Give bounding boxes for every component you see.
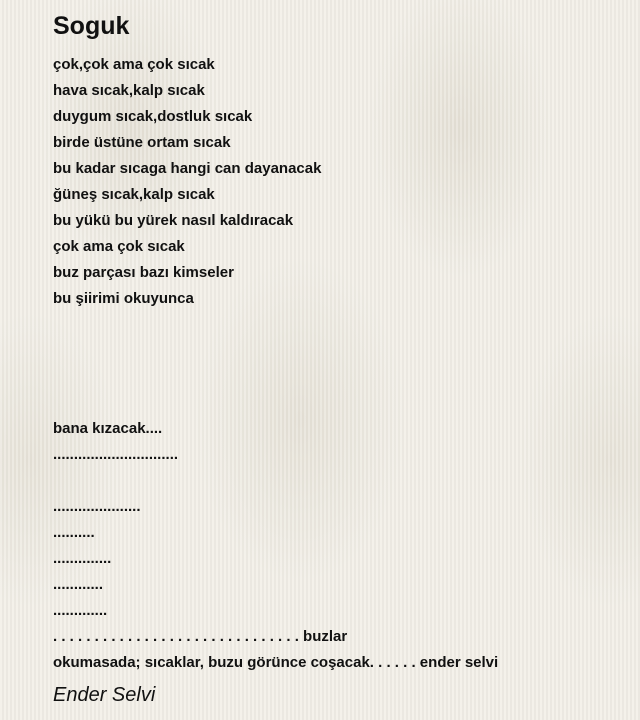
poem-line: bu şiirimi okuyunca (53, 290, 194, 307)
poem-blank-line (53, 390, 613, 416)
poem-line: . . . . . . . . . . . . . . . . . . . . . . . . . . . . . . buzlar (53, 628, 348, 645)
poem-line: okumasada; sıcaklar, buzu görünce coşacak. . . . . . ender selvi (53, 654, 499, 671)
poem-line: bu yükü bu yürek nasıl kaldıracak (53, 212, 294, 229)
poem-blank-line (53, 338, 613, 364)
poem-line: bana kızacak.... (53, 420, 163, 437)
poem-page (53, 10, 613, 708)
poem-blank-line (53, 468, 613, 494)
poem-line: .............................. (53, 446, 179, 463)
poem-blank-line (53, 364, 613, 390)
poem-line: birde üstüne ortam sıcak (53, 134, 231, 151)
poem-line: duygum sıcak,dostluk sıcak (53, 108, 253, 125)
poem-line: hava sıcak,kalp sıcak (53, 82, 205, 99)
poem-line: çok,çok ama çok sıcak (53, 56, 215, 73)
poem-line: buz parçası bazı kimseler (53, 264, 234, 281)
poem-title: Soguk (53, 12, 130, 40)
poem-line: ............. (53, 602, 108, 619)
poem-line: çok ama çok sıcak (53, 238, 185, 255)
poem-blank-line (53, 312, 613, 338)
poem-line: ğüneş sıcak,kalp sıcak (53, 186, 215, 203)
poem-line: ..................... (53, 498, 141, 515)
poem-body (53, 52, 613, 676)
poem-author: Ender Selvi (53, 684, 156, 706)
poem-line: bu kadar sıcaga hangi can dayanacak (53, 160, 322, 177)
poem-line: ............ (53, 576, 104, 593)
poem-line: .......... (53, 524, 95, 541)
poem-line: .............. (53, 550, 112, 567)
